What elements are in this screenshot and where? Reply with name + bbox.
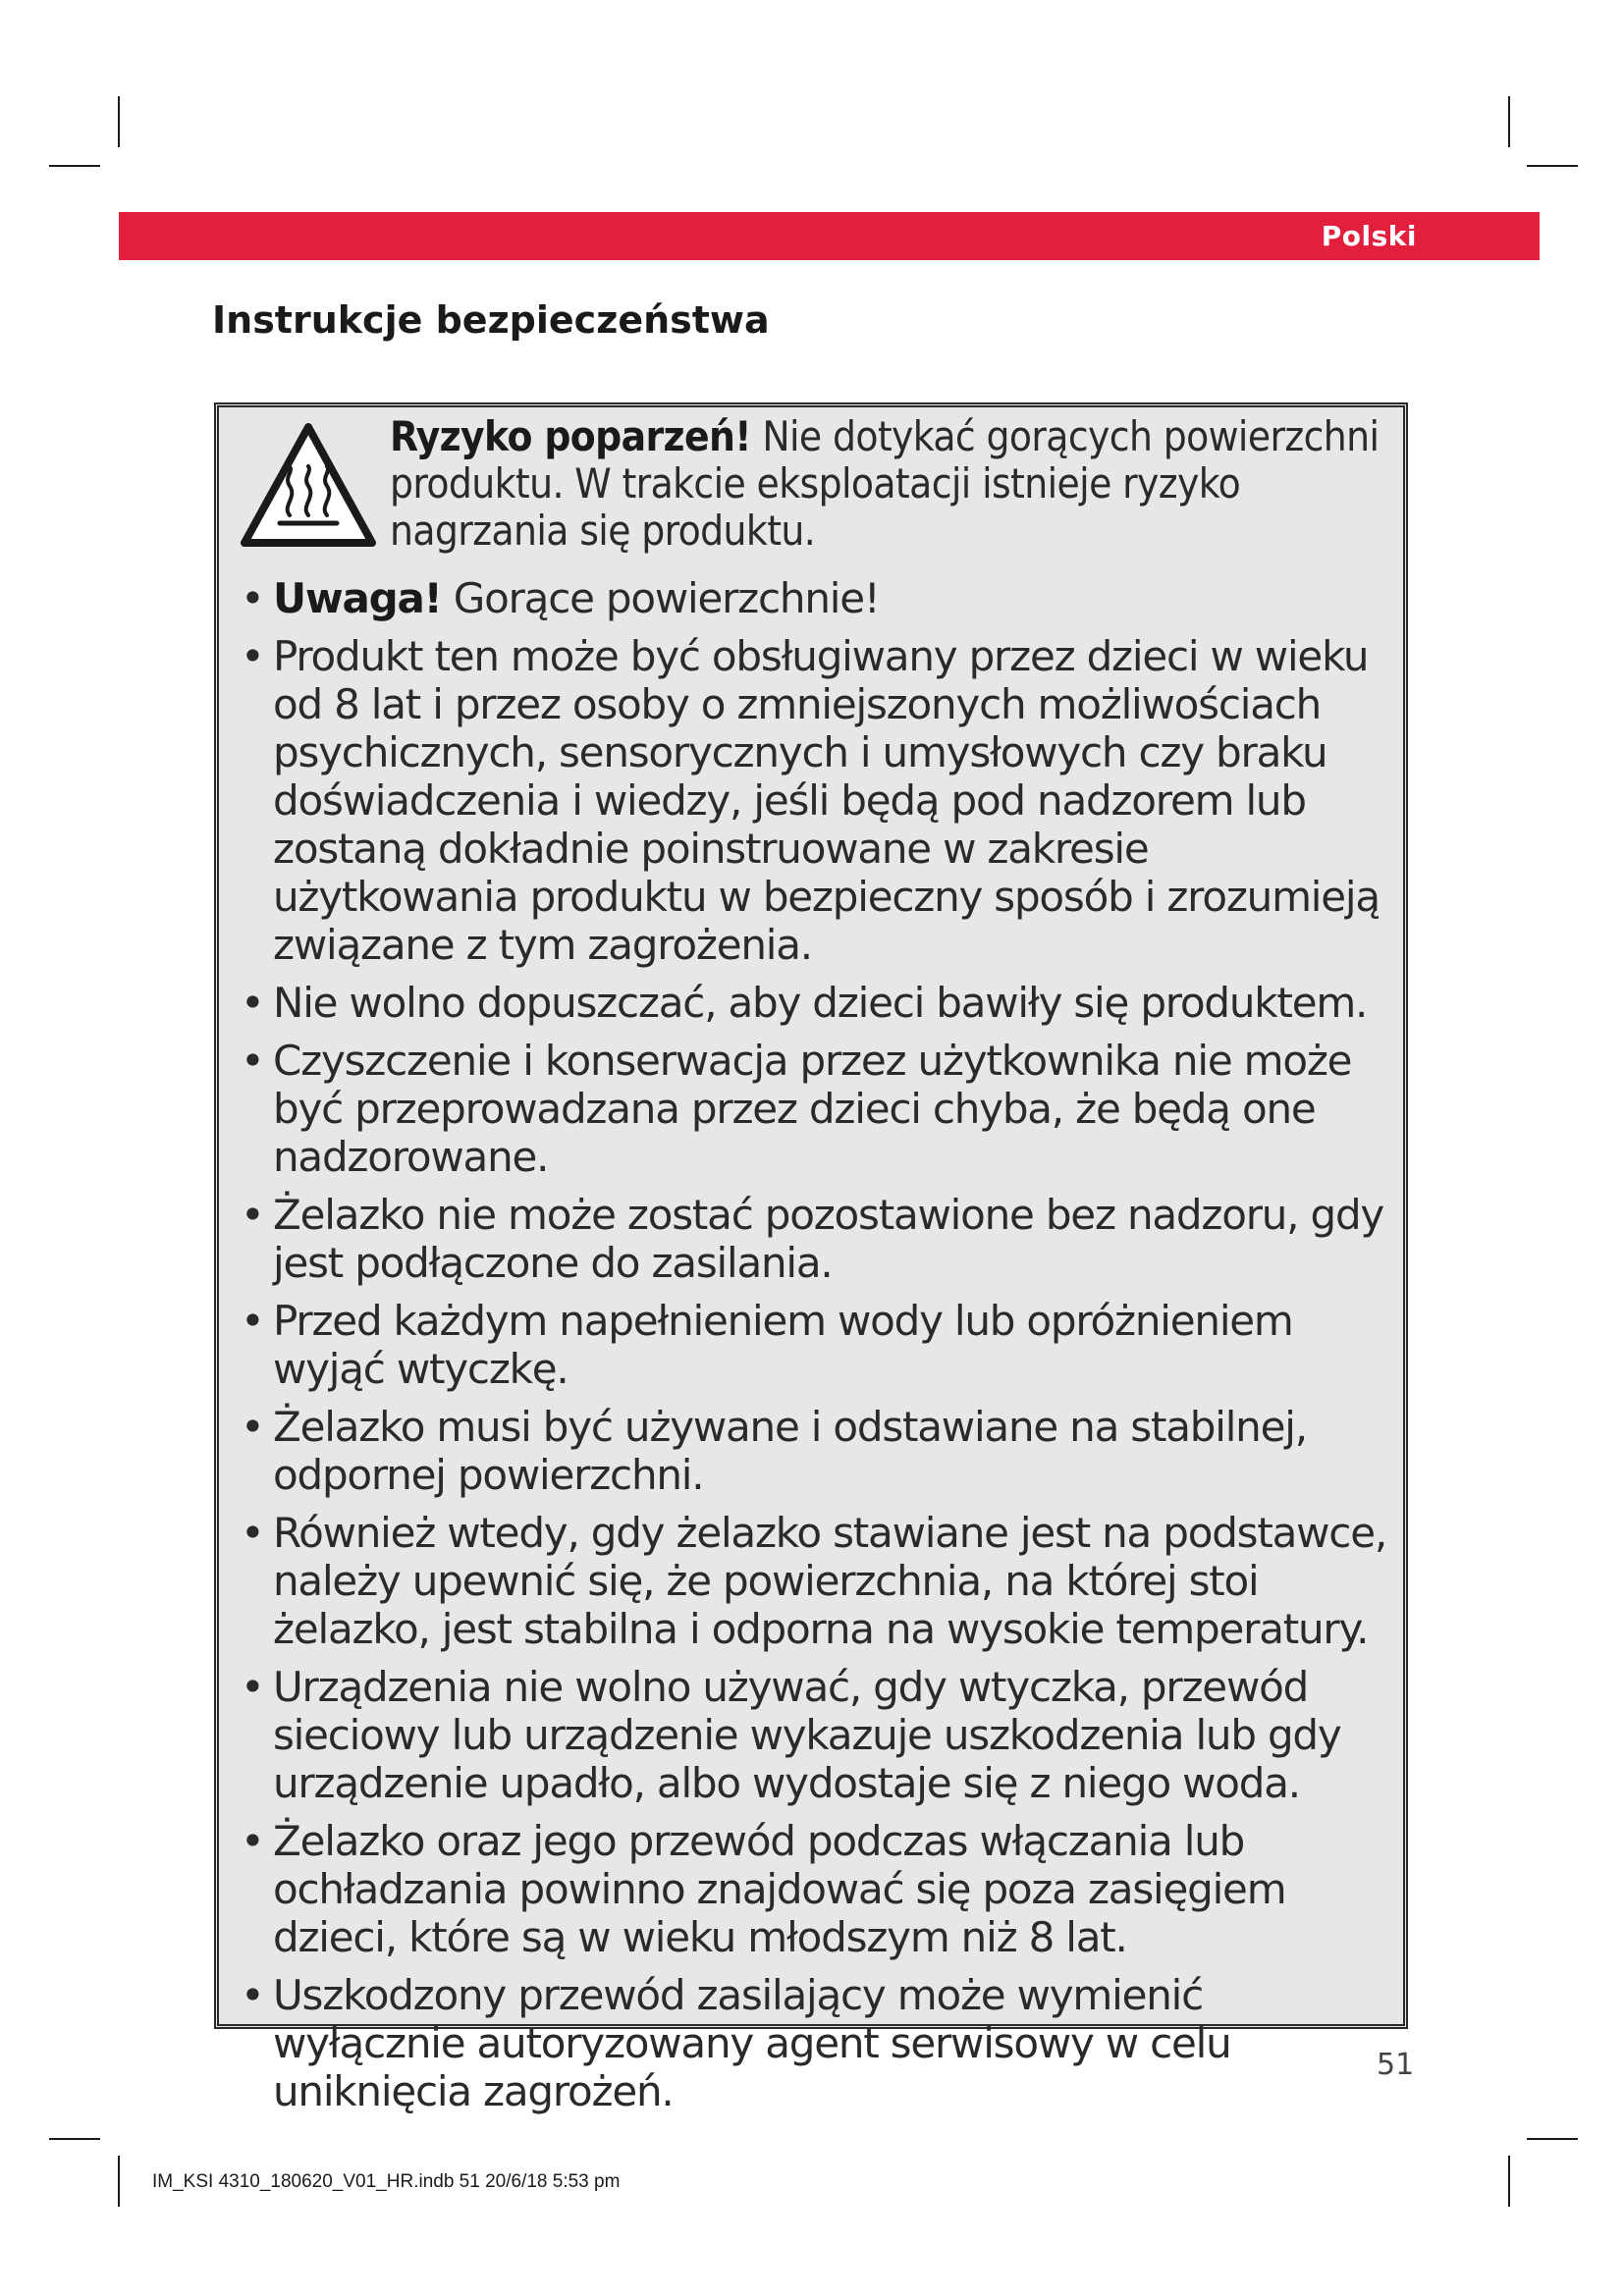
safety-rule-item — [239, 1509, 1397, 1653]
crop-mark — [118, 96, 120, 147]
bullet-icon: • — [241, 1037, 264, 1085]
safety-rule-text: Produkt ten może być obsługiwany przez dzieci w wieku od 8 lat i przez osoby o zmniejszonych możliwościach psychicznych, sensorycznych i umysłowych czy braku doświadczenia i wiedzy, jeśli będą pod nadzorem lub zostaną dokładnie poinstruowane w zakresie użytkowania produktu w bezpieczny sposób i zrozumieją związane z tym zagrożenia. — [273, 632, 1380, 969]
crop-mark — [49, 2138, 100, 2140]
burn-risk-title: Ryzyko poparzeń! — [390, 412, 751, 460]
burn-risk-warning — [390, 413, 1381, 555]
safety-rule-item — [239, 1037, 1397, 1181]
bullet-icon: • — [241, 1971, 264, 2019]
hot-surface-warning-icon — [239, 419, 378, 557]
safety-rule-text: Czyszczenie i konserwacja przez użytkownika nie może być przeprowadzana przez dzieci chyba, że będą one nadzorowane. — [273, 1037, 1352, 1181]
crop-mark — [1508, 96, 1510, 147]
safety-rule-text: Żelazko musi być używane i odstawiane na stabilnej, odpornej powierzchni. — [273, 1403, 1307, 1499]
language-header-bar — [119, 212, 1540, 260]
safety-rule-emphasis: Uwaga! — [273, 574, 442, 622]
crop-mark — [1527, 2138, 1578, 2140]
safety-rule-item — [239, 1191, 1397, 1287]
safety-rule-item — [239, 632, 1397, 969]
safety-rule-item — [239, 1403, 1397, 1499]
language-label: Polski — [1321, 220, 1417, 252]
safety-rule-item — [239, 1297, 1397, 1393]
section-title: Instrukcje bezpieczeństwa — [212, 298, 770, 342]
burn-risk-text: Nie dotykać gorących powierzchni produktu. W trakcie eksploatacji istnieje ryzyko nagrzania się produktu. — [390, 412, 1380, 555]
safety-rule-text: Urządzenia nie wolno używać, gdy wtyczka, przewód sieciowy lub urządzenie wykazuje uszkodzenia lub gdy urządzenie upadło, albo wydostaje się z niego woda. — [273, 1663, 1341, 1807]
crop-mark — [1508, 2156, 1510, 2207]
crop-mark — [118, 2156, 120, 2207]
bullet-icon: • — [241, 1191, 264, 1239]
safety-rule-text: Nie wolno dopuszczać, aby dzieci bawiły się produktem. — [273, 979, 1368, 1027]
safety-rule-text: Żelazko oraz jego przewód podczas włączania lub ochładzania powinno znajdować się poza zasięgiem dzieci, które są w wieku młodszym niż 8 lat. — [273, 1817, 1286, 1961]
safety-rule-text: Przed każdym napełnieniem wody lub opróżnieniem wyjąć wtyczkę. — [273, 1297, 1293, 1393]
safety-rule-item — [239, 1817, 1397, 1961]
bullet-icon: • — [241, 979, 264, 1027]
safety-rule-text: Gorące powierzchnie! — [453, 574, 880, 622]
bullet-icon: • — [241, 1663, 264, 1711]
safety-rules-list — [239, 574, 1397, 2125]
bullet-icon: • — [241, 1403, 264, 1451]
crop-mark — [49, 165, 100, 167]
bullet-icon: • — [241, 1509, 264, 1557]
print-slug: IM_KSI 4310_180620_V01_HR.indb 51 20/6/18 5:53 pm — [152, 2171, 621, 2192]
safety-rule-item — [239, 1971, 1397, 2115]
page-number: 51 — [1377, 2048, 1415, 2082]
safety-rule-item — [239, 1663, 1397, 1807]
bullet-icon: • — [241, 632, 264, 680]
bullet-icon: • — [241, 1297, 264, 1345]
bullet-icon: • — [241, 574, 264, 622]
safety-rule-item — [239, 979, 1397, 1027]
safety-rule-text: Żelazko nie może zostać pozostawione bez nadzoru, gdy jest podłączone do zasilania. — [273, 1191, 1384, 1287]
safety-rule-item — [239, 574, 1397, 622]
crop-mark — [1527, 165, 1578, 167]
bullet-icon: • — [241, 1817, 264, 1865]
safety-rule-text: Również wtedy, gdy żelazko stawiane jest na podstawce, należy upewnić się, że powierzchnia, na której stoi żelazko, jest stabilna i odporna na wysokie temperatury. — [273, 1509, 1386, 1653]
safety-rule-text: Uszkodzony przewód zasilający może wymienić wyłącznie autoryzowany agent serwisowy w celu uniknięcia zagrożeń. — [273, 1971, 1231, 2115]
